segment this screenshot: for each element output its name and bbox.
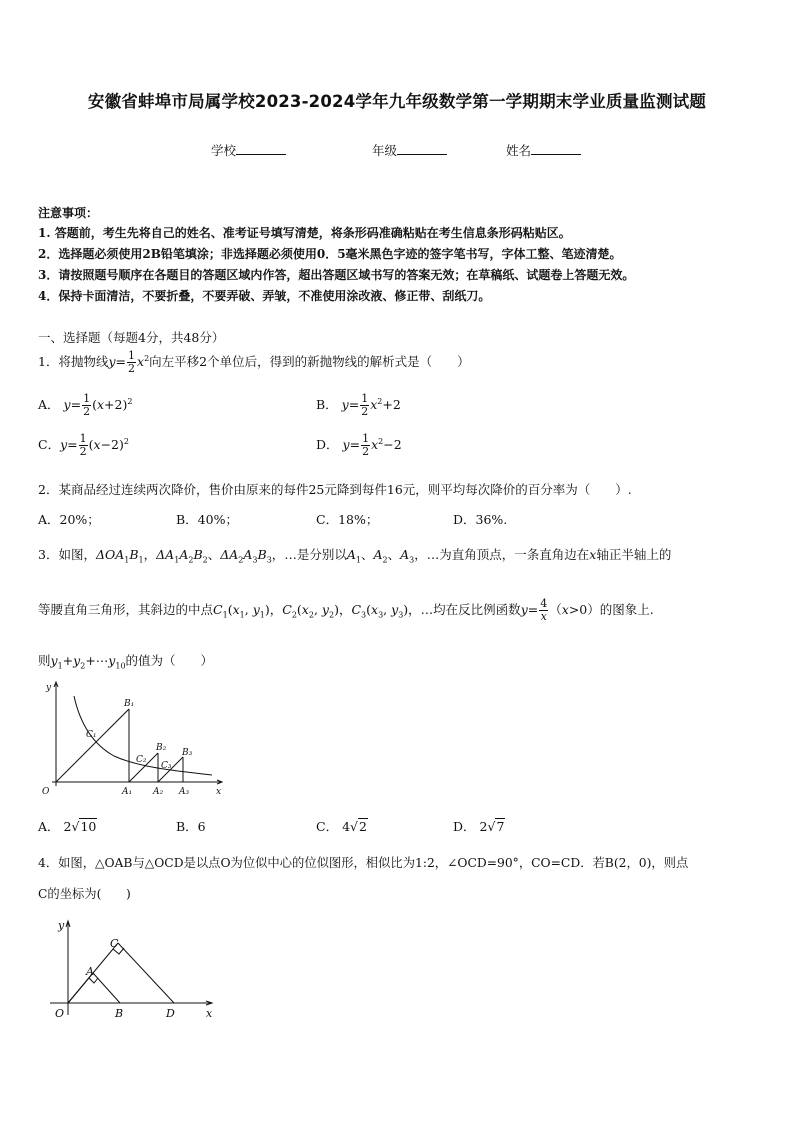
q4-figure — [46, 915, 226, 1027]
q1-option-b[interactable]: B． y= $\frac{1}{2}$ $x^2+2$ — [316, 392, 401, 418]
label-c1: C₁ — [86, 730, 97, 740]
question-4-line-2: C的坐标为( ) — [38, 887, 131, 901]
label-c3: C₃ — [161, 761, 172, 771]
label-b2: B₂ — [156, 743, 167, 753]
q1-prefix: 1．将抛物线 — [38, 354, 109, 369]
label-b1: B₁ — [124, 699, 135, 709]
q3-option-c[interactable]: C． 4√2 — [316, 819, 367, 834]
label-y: y — [58, 919, 65, 932]
label-a: A — [86, 965, 94, 978]
school-blank[interactable] — [236, 142, 286, 155]
label-o: O — [55, 1007, 65, 1020]
notice-item-4: 4．保持卡面清洁，不要折叠，不要弄破、弄皱，不准使用涂改液、修正带、刮纸刀。 — [38, 289, 491, 303]
question-2: 2．某商品经过连续两次降价，售价由原来的每件25元降到每件16元，则平均每次降价的百分率为（ ）. — [38, 482, 632, 497]
grade-blank[interactable] — [397, 142, 447, 155]
question-3-line-1: 3．如图，$\Delta OA_1B_1$，$\Delta A_1A_2B_2$、$\Delta A_2A_3B_3$，…是分别以$A_1$、$A_2$、$A_3$，…为直角顶点，一条直角边在x轴正半轴上的 — [38, 547, 672, 565]
q1-suffix: 向左平移2个单位后，得到的新抛物线的解析式是（ ） — [149, 354, 470, 369]
page-title: 安徽省蚌埠市局属学校2023-2024学年九年级数学第一学期期末学业质量监测试题 — [87, 92, 707, 111]
q2-option-d[interactable]: D．36%. — [453, 512, 508, 527]
label-b3: B₃ — [182, 748, 193, 758]
q3-figure — [36, 678, 236, 803]
q1-option-a[interactable]: A． y= $\frac{1}{2}$ $(x+2)^2$ — [38, 392, 133, 418]
label-x: x — [206, 1007, 213, 1020]
label-a1: A₁ — [122, 787, 133, 797]
label-o: O — [42, 787, 50, 797]
q1-option-c[interactable]: C．y= $\frac{1}{2}$ $(x-2)^2$ — [38, 432, 129, 458]
q3-option-b[interactable]: B．6 — [176, 819, 206, 834]
label-x: x — [216, 787, 222, 797]
name-field[interactable] — [506, 141, 581, 159]
grade-field[interactable] — [372, 141, 447, 159]
q1-option-d[interactable]: D． y= $\frac{1}{2}$ $x^2-2$ — [316, 432, 402, 458]
school-field[interactable] — [211, 141, 286, 159]
notice-heading: 注意事项： — [38, 206, 99, 220]
question-3-line-2: 等腰直角三角形，其斜边的中点$C_1(x_1$, $y_1$)，$C_2(x_2$, $y_2$)，$C_3(x_3$, $y_3$)，…均在反比例函数y= $\frac{4}{x}$ （x>0）的图象上. — [38, 597, 654, 623]
question-3-line-3: 则$y_1+y_2+\cdots y_{10}$的值为（ ） — [38, 653, 214, 671]
label-a3: A₃ — [179, 787, 190, 797]
school-label: 学校 — [211, 143, 237, 158]
label-c2: C₂ — [136, 755, 147, 765]
q2-option-c[interactable]: C．18%； — [316, 512, 379, 527]
question-4-line-1: 4．如图，△OAB与△OCD是以点O为位似中心的位似图形，相似比为1:2，∠OCD=90°，CO=CD．若B(2，0)，则点 — [38, 856, 689, 870]
section-heading: 一、选择题（每题4分，共48分） — [38, 330, 225, 345]
label-c: C — [110, 937, 119, 950]
notice-item-2: 2．选择题必须使用2B铅笔填涂；非选择题必须使用0．5毫米黑色字迹的签字笔书写，字体工整、笔迹清楚。 — [38, 247, 622, 261]
q2-option-a[interactable]: A．20%； — [38, 512, 100, 527]
question-1: 1．将抛物线y= $\frac{1}{2}$ $x^2$向左平移2个单位后，得到的新抛物线的解析式是（ ） — [38, 349, 470, 375]
name-blank[interactable] — [531, 142, 581, 155]
label-a2: A₂ — [153, 787, 164, 797]
notice-item-1: 1. 答题前，考生先将自己的姓名、准考证号填写清楚，将条形码准确粘贴在考生信息条形码粘贴区。 — [38, 226, 571, 240]
name-label: 姓名 — [506, 143, 532, 158]
q2-option-b[interactable]: B．40%； — [176, 512, 238, 527]
grade-label: 年级 — [372, 143, 398, 158]
label-y: y — [46, 683, 52, 693]
label-d: D — [166, 1007, 175, 1020]
notice-item-3: 3．请按照题号顺序在各题目的答题区域内作答，超出答题区域书写的答案无效；在草稿纸、试题卷上答题无效。 — [38, 268, 635, 282]
q3-option-a[interactable]: A． 2√10 — [38, 819, 97, 834]
q3-option-d[interactable]: D． 2√7 — [453, 819, 505, 834]
label-b: B — [115, 1007, 124, 1020]
